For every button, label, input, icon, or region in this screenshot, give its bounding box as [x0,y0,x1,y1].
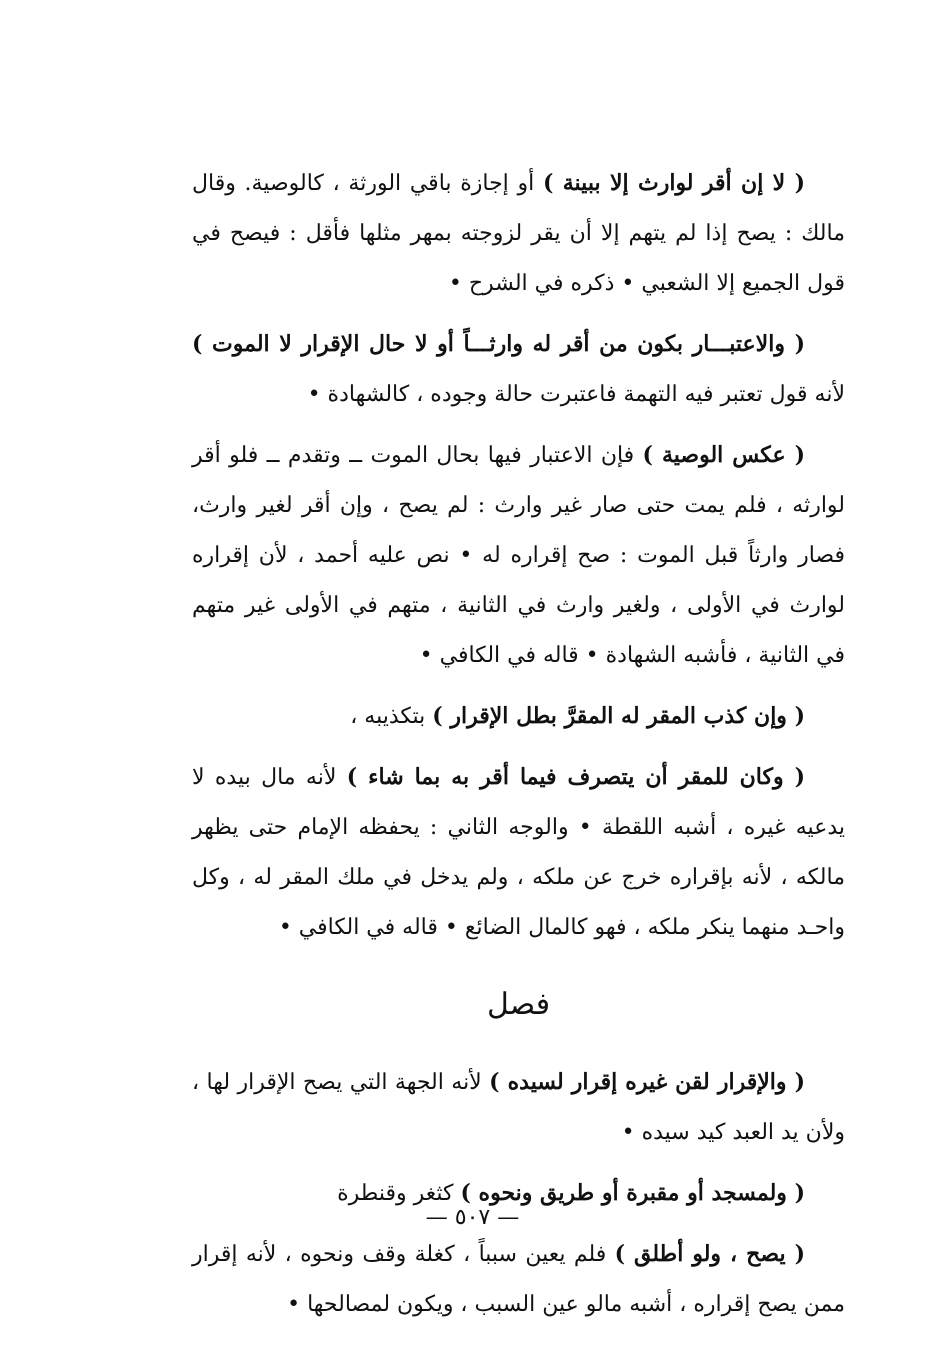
paragraph-4 [192,691,845,742]
lemma-5: ( وكان للمقر أن يتصرف فيما أقر به بما شاء ) [346,764,805,790]
commentary-5: لأنه مال بيده لا يدعيه غيره ، أشبه اللقطة • والوجه الثاني : يحفظه الإمام حتى يظهر مالكه ، لأنه بإقراره خرج عن ملكه ، ولم يدخل في ملك المقر له ، وكل واحـد منهما ينكر ملكه ، فهو كالمال الضائع • قاله في الكافي • [192,765,845,940]
commentary-8: فلم يعين سبباً ، كغلة وقف ونحوه ، لأنه إقرار ممن يصح إقراره ، أشبه مالو عين السبب ، ويكون لمصالحها • [192,1242,845,1317]
lemma-3: ( عكس الوصية ) [642,442,806,468]
paragraph-5 [192,752,845,953]
commentary-4: بتكذيبه ، [350,704,433,729]
page-number: — ٥٠٧ — [425,1205,520,1230]
paragraph-6 [192,1057,845,1158]
paragraph-8 [192,1229,845,1330]
commentary-6: لأنه الجهة التي يصح الإقرار لها ، ولأن يد العبد كيد سيده • [192,1070,845,1145]
section-heading: فصل [486,987,551,1022]
commentary-3: فإن الاعتبار فيها بحال الموت ــ وتقدم ــ فلو أقر لوارثه ، فلم يمت حتى صار غير وارث : لم يصح ، وإن أقر لغير وارث، فصار وارثاً قبل الموت : صح إقراره له • نص عليه أحمد ، لأن إقراره لوارث في الأولى ، ولغير وارث في الثانية ، متهم في الأولى غير متهم في الثانية ، فأشبه الشهادة • قاله في الكافي • [192,443,845,668]
paragraph-1 [192,158,845,309]
commentary-1: أو إجازة باقي الورثة ، كالوصية. وقال مالك : يصح إذا لم يتهم إلا أن يقر لزوجته بمهر مثلها فأقل : فيصح في قول الجميع إلا الشعبي • ذكره في الشرح • [192,171,845,296]
lemma-6: ( والإقرار لقن غيره إقرار لسيده ) [489,1069,805,1095]
lemma-1: ( لا إن أقر لوارث إلا ببينة ) [542,170,806,196]
lemma-2: ( والاعتبـــار بكون من أقر له وارثـــاً أو لا حال الإقرار لا الموت ) [192,331,805,357]
lemma-8: ( يصح ، ولو أطلق ) [614,1241,805,1267]
commentary-7: كثغر وقنطرة [337,1181,461,1206]
paragraph-3 [192,430,845,681]
lemma-4: ( وإن كذب المقر له المقرَّ بطل الإقرار ) [432,703,805,729]
commentary-2: لأنه قول تعتبر فيه التهمة فاعتبرت حالة وجوده ، كالشهادة • [307,382,845,407]
paragraph-2 [192,319,845,420]
lemma-7: ( ولمسجد أو مقبرة أو طريق ونحوه ) [460,1180,805,1206]
